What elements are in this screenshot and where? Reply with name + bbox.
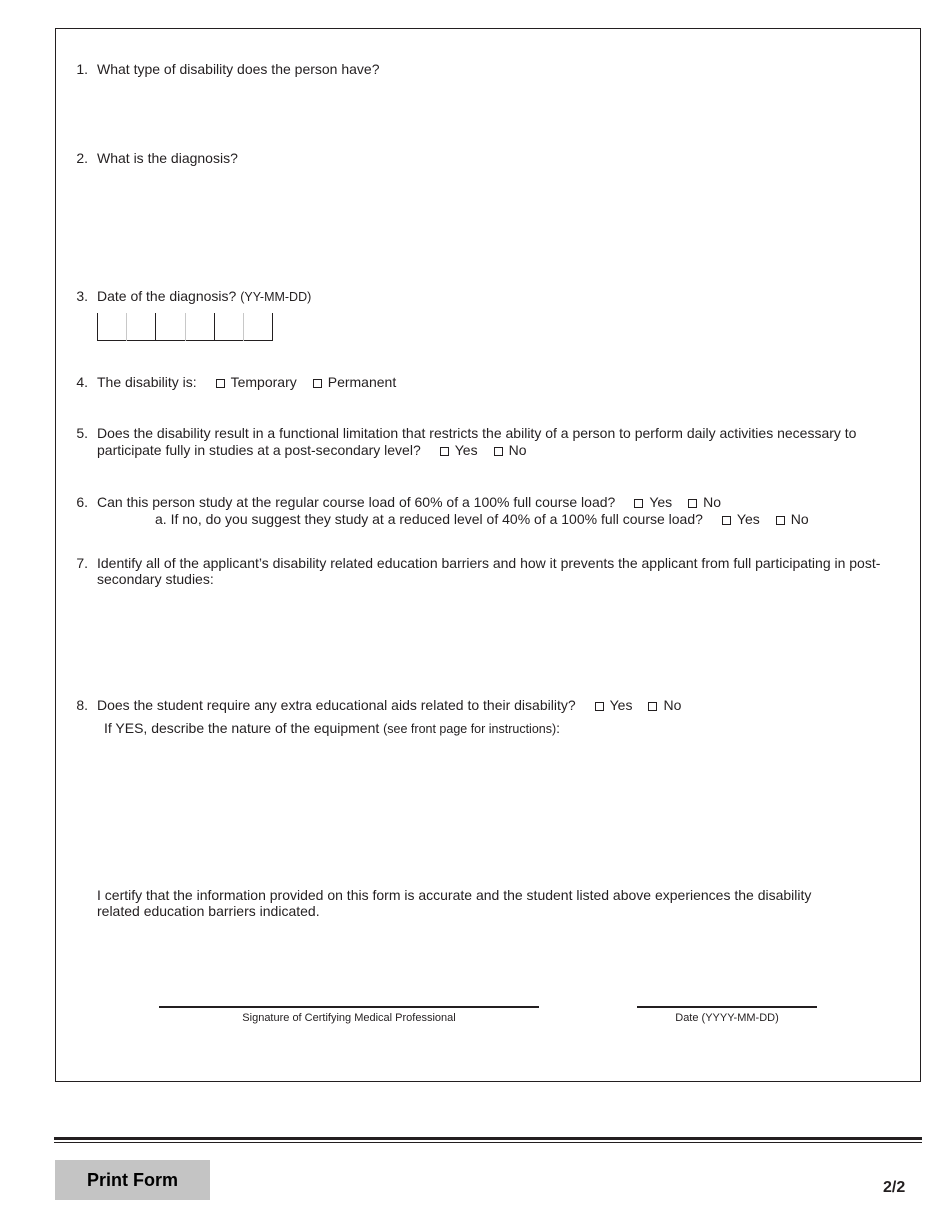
temporary-option[interactable] [216, 374, 297, 391]
permanent-option[interactable] [313, 374, 396, 391]
q6a-yes-label: Yes [736, 511, 760, 527]
q8-yes-checkbox[interactable] [595, 702, 604, 711]
question-4-number: 4. [76, 374, 88, 390]
q8-no-label: No [663, 697, 682, 713]
question-7-number: 7. [76, 555, 88, 571]
question-6-text: Can this person study at the regular course load of 60% of a 100% full course load? [97, 494, 616, 510]
q6a-yes-checkbox[interactable] [722, 516, 731, 525]
follow-up-hint: (see front page for instructions) [383, 722, 557, 736]
date-divider [97, 313, 98, 341]
question-2-text: What is the diagnosis? [97, 150, 238, 166]
signature-date-line[interactable] [637, 1006, 817, 1008]
question-3-number: 3. [76, 288, 88, 304]
footer-rule-thin [54, 1142, 922, 1143]
question-1-number: 1. [76, 61, 88, 77]
question-1-text: What type of disability does the person have? [97, 61, 380, 77]
question-3-text: Date of the diagnosis? [97, 288, 237, 304]
print-form-button[interactable]: Print Form [55, 1160, 210, 1200]
q6-yes-option[interactable] [634, 494, 672, 511]
certification-line-1: I certify that the information provided on this form is accurate and the student listed above experiences the disability [97, 887, 812, 903]
date-format-hint: (YY-MM-DD) [240, 290, 312, 304]
question-8-row [97, 697, 681, 714]
q8-no-option[interactable] [648, 697, 681, 714]
date-divider [214, 313, 215, 341]
q5-yes-label: Yes [454, 442, 478, 458]
question-8-text: Does the student require any extra educational aids related to their disability? [97, 697, 576, 713]
question-8-number: 8. [76, 697, 88, 713]
question-4-row [97, 374, 396, 391]
date-divider [243, 313, 244, 341]
q6-yes-label: Yes [649, 494, 673, 510]
q5-no-option[interactable] [494, 442, 527, 459]
question-4-text: The disability is: [97, 374, 197, 390]
question-5-number: 5. [76, 425, 88, 441]
q5-no-label: No [508, 442, 527, 458]
follow-up-text: If YES, describe the nature of the equipment [104, 720, 380, 736]
q6a-no-label: No [790, 511, 809, 527]
question-3-label [97, 288, 311, 306]
q6-no-option[interactable] [688, 494, 721, 511]
q6a-no-option[interactable] [776, 511, 809, 528]
permanent-label: Permanent [327, 374, 397, 390]
question-6a-number: a. [155, 511, 167, 527]
certification-line-2: related education barriers indicated. [97, 903, 320, 919]
q8-yes-label: Yes [609, 697, 633, 713]
q5-yes-checkbox[interactable] [440, 447, 449, 456]
signature-line[interactable] [159, 1006, 539, 1008]
question-5-line-2: participate fully in studies at a post-secondary level? [97, 442, 421, 458]
q6-no-label: No [703, 494, 722, 510]
q6a-yes-option[interactable] [722, 511, 760, 528]
q8-no-checkbox[interactable] [648, 702, 657, 711]
q6-no-checkbox[interactable] [688, 499, 697, 508]
question-6a-row [155, 511, 809, 528]
q5-no-checkbox[interactable] [494, 447, 503, 456]
page-number: 2/2 [883, 1179, 906, 1196]
permanent-checkbox[interactable] [313, 379, 322, 388]
date-divider [272, 313, 273, 341]
temporary-checkbox[interactable] [216, 379, 225, 388]
question-6-row [97, 494, 721, 511]
follow-up-colon: : [556, 720, 561, 736]
question-8-follow-up [104, 720, 560, 738]
question-5-line-1: Does the disability result in a functional limitation that restricts the ability of a person to perform daily activities necessary to [97, 425, 857, 441]
q6a-no-checkbox[interactable] [776, 516, 785, 525]
footer-rule-thick [54, 1137, 922, 1140]
q8-yes-option[interactable] [595, 697, 633, 714]
q5-yes-option[interactable] [440, 442, 478, 459]
question-6a-text: If no, do you suggest they study at a reduced level of 40% of a 100% full course load? [170, 511, 703, 527]
signature-caption: Signature of Certifying Medical Professional [242, 1012, 456, 1024]
signature-date-caption: Date (YYYY-MM-DD) [675, 1012, 779, 1024]
question-7-line-1: Identify all of the applicant’s disability related education barriers and how it prevents the applicant from full participating in post- [97, 555, 881, 571]
question-6-number: 6. [76, 494, 88, 510]
q6-yes-checkbox[interactable] [634, 499, 643, 508]
date-divider [155, 313, 156, 341]
question-5-row [97, 442, 526, 459]
question-2-number: 2. [76, 150, 88, 166]
temporary-label: Temporary [230, 374, 297, 390]
diagnosis-date-field[interactable] [97, 313, 273, 341]
date-divider [126, 313, 127, 341]
question-7-line-2: secondary studies: [97, 571, 214, 587]
date-divider [185, 313, 186, 341]
